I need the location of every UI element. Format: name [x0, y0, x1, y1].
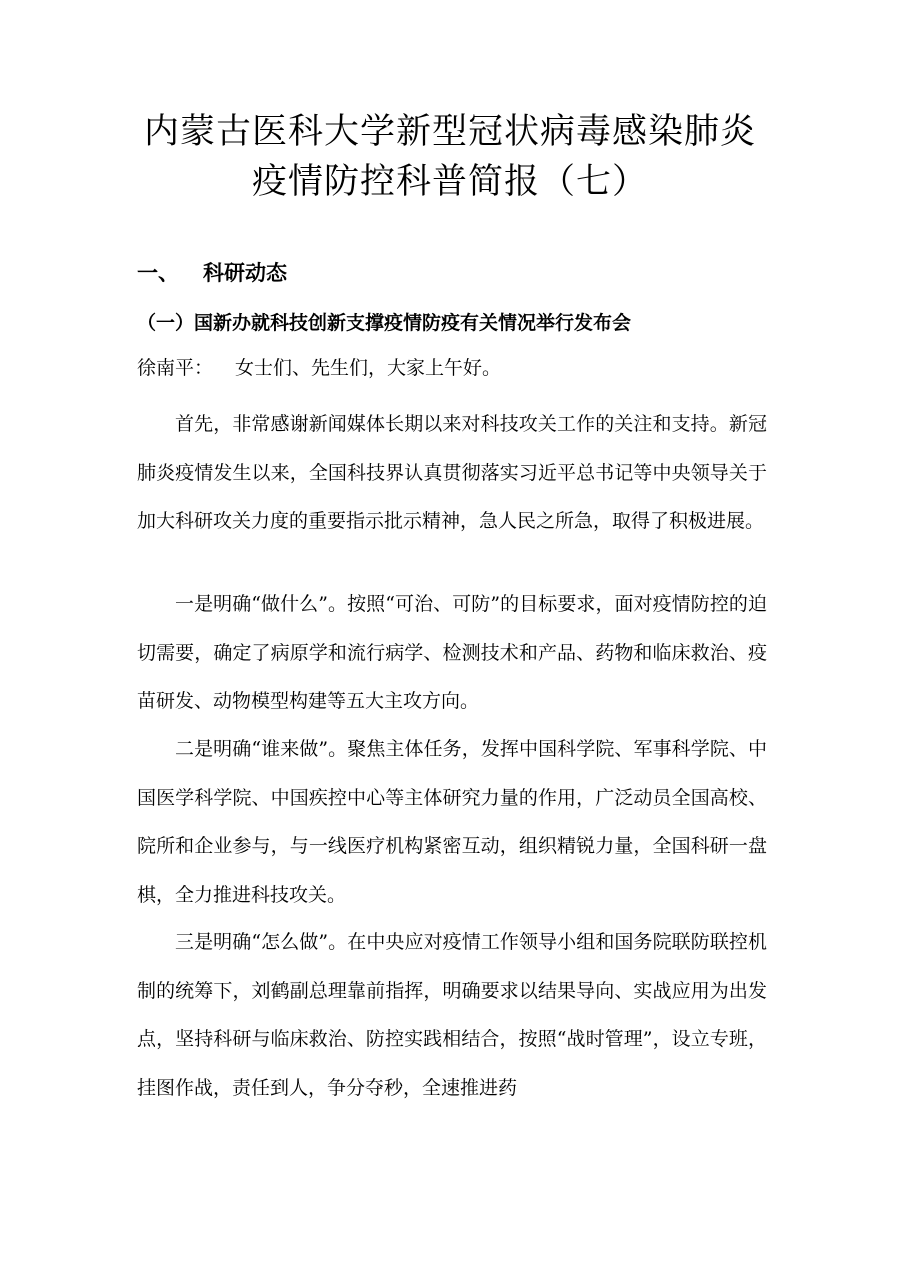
section-heading — [137, 258, 287, 288]
speaker-greeting: 女士们、先生们，大家上午好。 — [235, 357, 502, 379]
body-paragraph: 首先，非常感谢新闻媒体长期以来对科技攻关工作的关注和支持。新冠肺炎疫情发生以来，全国科技界认真贯彻落实习近平总书记等中央领导关于加大科研攻关力度的重要指示批示精神，急人民之所急，取得了积极进展。 — [137, 413, 767, 533]
document-title-line-1: 内蒙古医科大学新型冠状病毒感染肺炎 — [143, 112, 756, 152]
body-paragraph: 三是明确“怎么做”。在中央应对疫情工作领导小组和国务院联防联控机制的统筹下，刘鹤副总理靠前指挥，明确要求以结果导向、实战应用为出发点，坚持科研与临床救治、防控实践相结合，按照“战时管理”，设立专班，挂图作战，责任到人，争分夺秒，全速推进药 — [137, 931, 767, 1099]
subsection-heading: （一）国新办就科技创新支撑疫情防疫有关情况举行发布会 — [137, 312, 632, 334]
section-number: 一、 — [137, 261, 179, 285]
document-title-line-2: 疫情防控科普简报（七） — [251, 162, 648, 202]
body-paragraph: 一是明确“做什么”。按照“可治、可防”的目标要求，面对疫情防控的迫切需要，确定了病原学和流行病学、检测技术和产品、药物和临床救治、疫苗研发、动物模型构建等五大主攻方向。 — [137, 593, 767, 713]
speaker-name: 徐南平： — [137, 357, 214, 379]
body-paragraph: 二是明确“谁来做”。聚焦主体任务，发挥中国科学院、军事科学院、中国医学科学院、中国疾控中心等主体研究力量的作用，广泛动员全国高校、院所和企业参与，与一线医疗机构紧密互动，组织精锐力量，全国科研一盘棋，全力推进科技攻关。 — [137, 738, 767, 906]
section-title: 科研动态 — [203, 261, 287, 285]
speaker-line — [137, 353, 501, 383]
